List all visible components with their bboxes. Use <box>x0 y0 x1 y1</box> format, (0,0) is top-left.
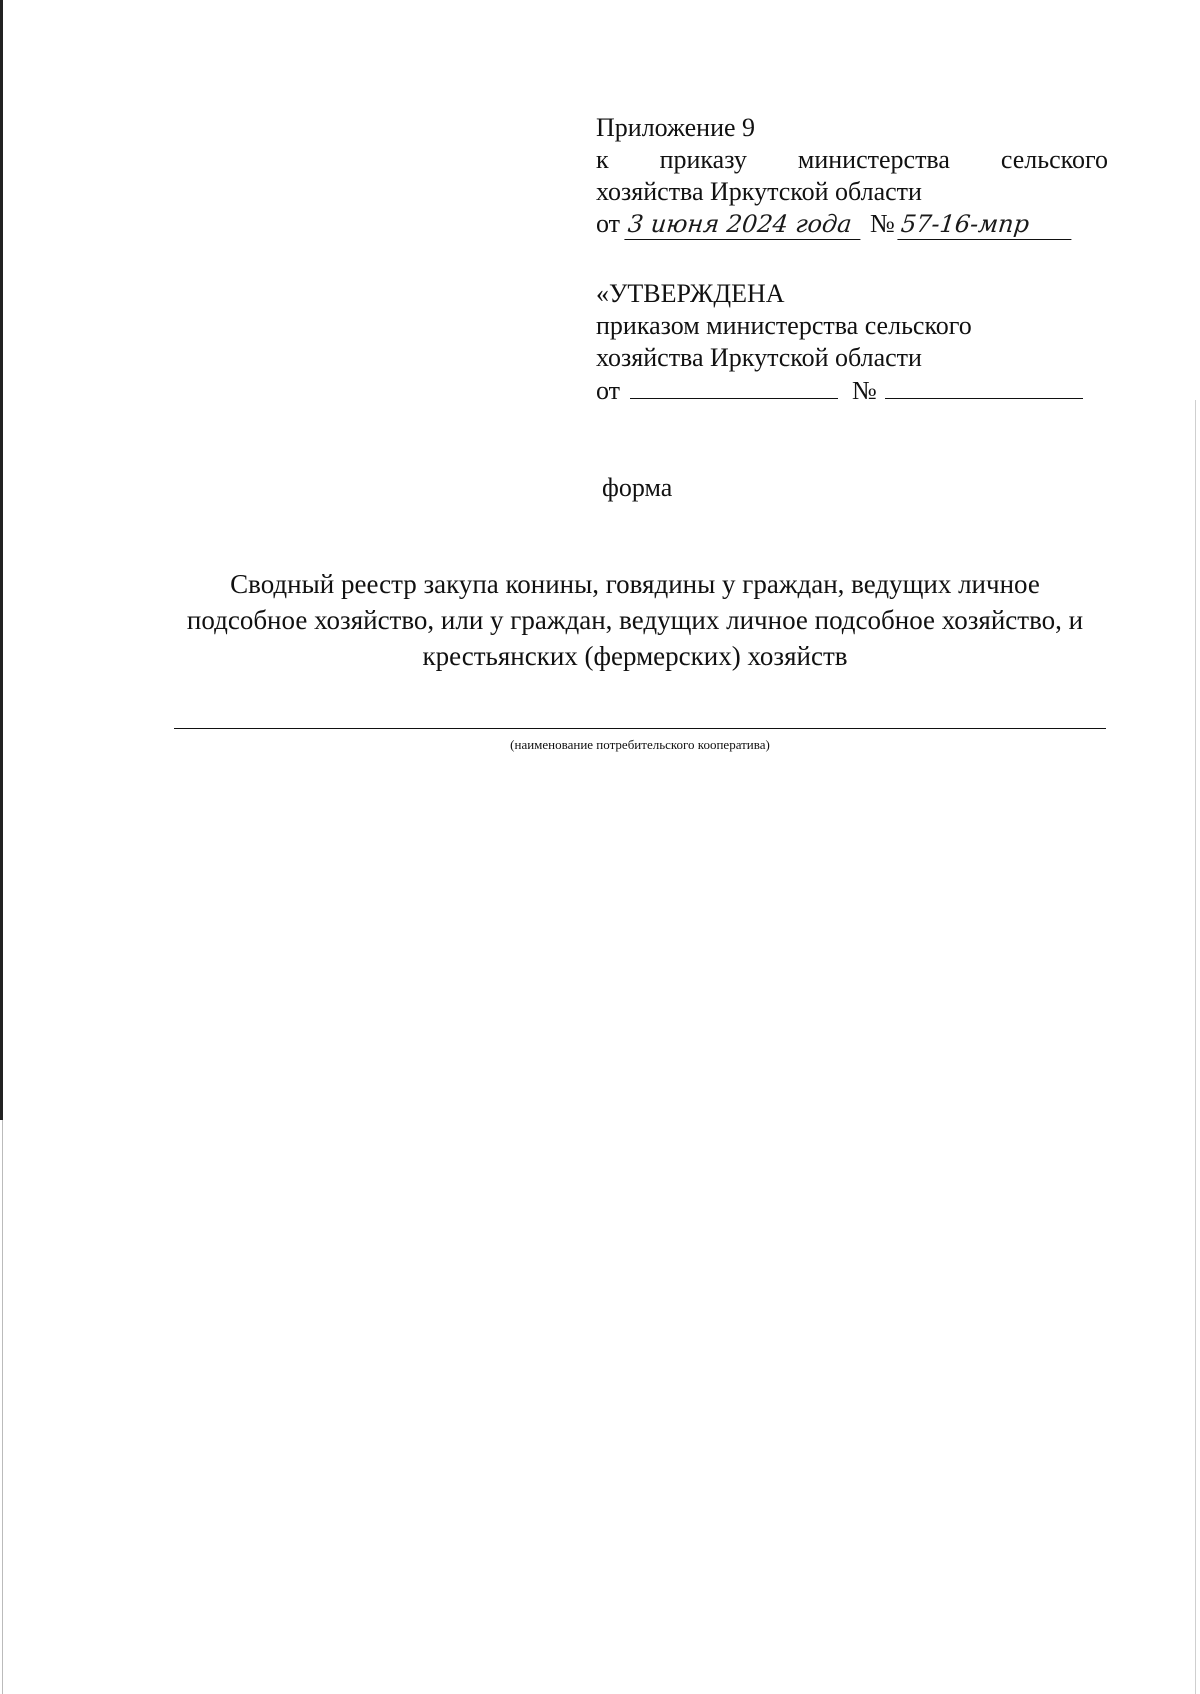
appendix-date-prefix: от <box>596 209 621 238</box>
scan-edge-right <box>1195 400 1196 1694</box>
appendix-word-k: к <box>596 145 609 174</box>
document-title-line-3: крестьянских (фермерских) хозяйств <box>422 641 848 671</box>
appendix-date-number-row <box>596 208 1108 240</box>
appendix-word-agricultural: сельского <box>1000 145 1108 174</box>
approved-number-sign: № <box>852 376 877 405</box>
appendix-word-ministry: министерства <box>797 145 950 174</box>
appendix-number-sign: № <box>870 209 895 238</box>
appendix-ministry-line: хозяйства Иркутской области <box>596 177 922 206</box>
approved-order-line: приказом министерства сельского <box>596 311 972 340</box>
document-title <box>150 566 1120 674</box>
appendix-title: Приложение 9 <box>596 113 756 142</box>
scan-edge-left-faint <box>2 1120 3 1694</box>
approved-title: «УТВЕРЖДЕНА <box>596 279 785 308</box>
appendix-order-line <box>596 144 1108 176</box>
approved-block <box>596 278 1108 407</box>
document-title-line-2: подсобное хозяйство, или у граждан, ведущих личное подсобное хозяйство, и <box>186 605 1084 635</box>
appendix-word-order: приказу <box>659 145 747 174</box>
approved-number-blank <box>885 374 1083 399</box>
approved-date-number-row <box>596 374 1108 407</box>
appendix-block <box>596 112 1108 240</box>
appendix-handwritten-number: 57-16-мпр <box>897 209 1074 240</box>
approved-date-blank <box>630 374 838 399</box>
scan-edge-left <box>0 0 3 1120</box>
form-label: форма <box>602 473 673 502</box>
approved-ministry-line: хозяйства Иркутской области <box>596 343 922 372</box>
approved-date-prefix: от <box>596 376 621 405</box>
appendix-handwritten-date: 3 июня 2024 года <box>624 209 863 240</box>
document-title-line-1: Сводный реестр закупа конины, говядины у граждан, ведущих личное <box>230 569 1040 599</box>
cooperative-name-caption: (наименование потребительского кооператива) <box>510 737 770 752</box>
cooperative-name-line <box>174 728 1106 729</box>
